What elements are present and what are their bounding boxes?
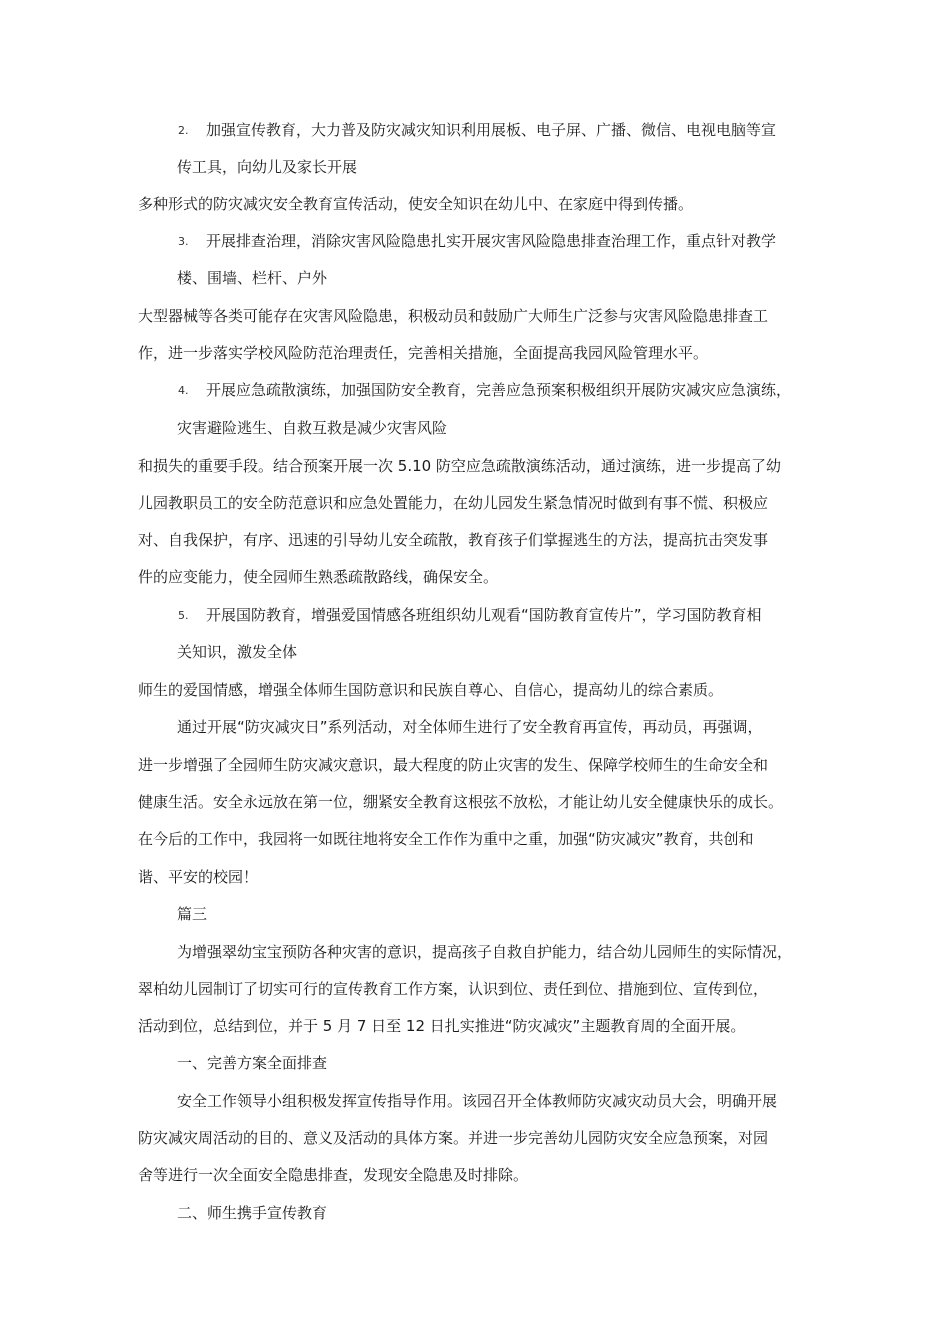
paragraph-line: 对、自我保护，有序、迅速的引导幼儿安全疏散，教育孩子们掌握逃生的方法，提高抗击突发事 — [138, 531, 769, 549]
list-number: 5. — [178, 609, 189, 622]
list-number: 3. — [178, 235, 189, 248]
paragraph-line: 在今后的工作中，我园将一如既往地将安全工作作为重中之重，加强“防灾减灾”教育，共创和 — [138, 830, 754, 848]
paragraph-line: 开展排查治理，消除灾害风险隐患扎实开展灾害风险隐患排查治理工作，重点针对教学 — [206, 232, 777, 250]
paragraph-line: 健康生活。安全永远放在第一位，绷紧安全教育这根弦不放松，才能让幼儿安全健康快乐的成长。 — [138, 793, 784, 811]
section-heading: 一、完善方案全面排查 — [177, 1054, 328, 1072]
paragraph-line: 谐、平安的校园！ — [138, 868, 259, 886]
list-number: 2. — [178, 124, 189, 137]
paragraph-line: 和损失的重要手段。结合预案开展一次 5.10 防空应急疏散演练活动，通过演练，进一步提高了幼 — [138, 457, 781, 475]
section-heading: 二、师生携手宣传教育 — [177, 1204, 328, 1222]
section-title: 篇三 — [177, 905, 208, 923]
paragraph-line: 多种形式的防灾减灾安全教育宣传活动，使安全知识在幼儿中、在家庭中得到传播。 — [138, 195, 694, 213]
paragraph-line: 灾害避险逃生、自救互救是减少灾害风险 — [177, 419, 448, 437]
paragraph-line: 防灾减灾周活动的目的、意义及活动的具体方案。并进一步完善幼儿园防灾安全应急预案，对园 — [138, 1129, 769, 1147]
paragraph-line: 舍等进行一次全面安全隐患排查，发现安全隐患及时排除。 — [138, 1166, 529, 1184]
paragraph-line: 翠柏幼儿园制订了切实可行的宣传教育工作方案，认识到位、责任到位、措施到位、宣传到位， — [138, 980, 769, 998]
paragraph-line: 关知识，激发全体 — [177, 643, 298, 661]
paragraph-line: 作，进一步落实学校风险防范治理责任，完善相关措施，全面提高我园风险管理水平。 — [138, 344, 709, 362]
paragraph-line: 进一步增强了全园师生防灾减灾意识，最大程度的防止灾害的发生、保障学校师生的生命安全和 — [138, 756, 769, 774]
paragraph-line: 为增强翠幼宝宝预防各种灾害的意识，提高孩子自救自护能力，结合幼儿园师生的实际情况， — [177, 943, 793, 961]
paragraph-line: 通过开展“防灾减灾日”系列活动，对全体师生进行了安全教育再宣传，再动员，再强调， — [177, 718, 763, 736]
paragraph-line: 加强宣传教育，大力普及防灾减灾知识利用展板、电子屏、广播、微信、电视电脑等宣 — [206, 121, 777, 139]
paragraph-line: 安全工作领导小组积极发挥宣传指导作用。该园召开全体教师防灾减灾动员大会，明确开展 — [177, 1092, 778, 1110]
paragraph-line: 开展应急疏散演练，加强国防安全教育，完善应急预案积极组织开展防灾减灾应急演练， — [206, 381, 792, 399]
list-number: 4. — [178, 384, 189, 397]
paragraph-line: 开展国防教育，增强爱国情感各班组织幼儿观看“国防教育宣传片”，学习国防教育相 — [206, 606, 762, 624]
paragraph-line: 楼、围墙、栏杆、户外 — [177, 269, 328, 287]
paragraph-line: 儿园教职员工的安全防范意识和应急处置能力，在幼儿园发生紧急情况时做到有事不慌、积极应 — [138, 494, 769, 512]
paragraph-line: 传工具，向幼儿及家长开展 — [177, 158, 358, 176]
paragraph-line: 件的应变能力，使全园师生熟悉疏散路线，确保安全。 — [138, 568, 499, 586]
paragraph-line: 活动到位，总结到位，并于 5 月 7 日至 12 日扎实推进“防灾减灾”主题教育周的全面开展。 — [138, 1017, 746, 1035]
paragraph-line: 师生的爱国情感，增强全体师生国防意识和民族自尊心、自信心，提高幼儿的综合素质。 — [138, 681, 724, 699]
paragraph-line: 大型器械等各类可能存在灾害风险隐患，积极动员和鼓励广大师生广泛参与灾害风险隐患排查工 — [138, 307, 769, 325]
